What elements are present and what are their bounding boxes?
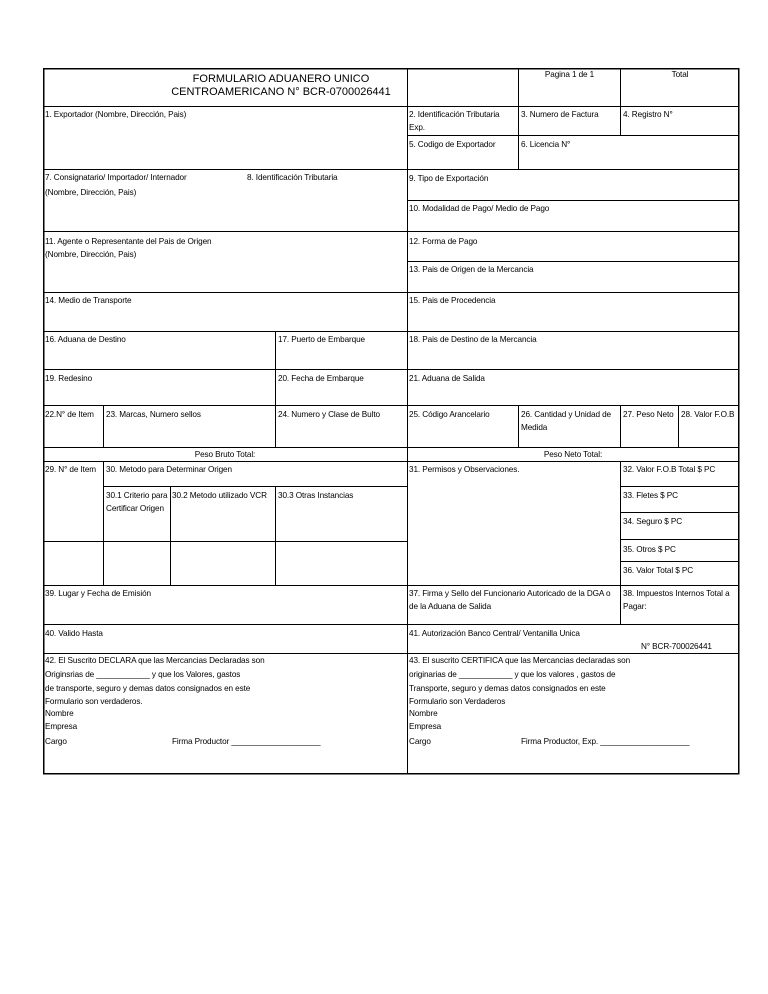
field-firma-funcionario: 37. Firma y Sello del Funcionario Autoricado de la DGA o de la Aduana de Salida (409, 589, 611, 611)
field-autorizacion-banco: 41. Autorización Banco Central/ Ventanilla Unica (409, 629, 580, 638)
field-tipo-exportacion: 9. Tipo de Exportación (409, 174, 489, 183)
field-numero-bulto: 24. Numero y Clase de Bulto (278, 410, 380, 419)
page-number: Pagina 1 de 1 (544, 70, 595, 79)
total-label: Total (671, 70, 689, 79)
certification-line3: Transporte, seguro y demas datos consignados en este (409, 684, 606, 693)
field-numero-item: 22.N° de Item (45, 410, 94, 419)
field-agente-detail: (Nombre, Dirección, Pais) (45, 250, 137, 259)
field-consignatario: 7. Consignatario/ Importador/ Internador (45, 173, 187, 182)
field-aduana-salida: 21. Aduana de Salida (409, 374, 485, 383)
peso-bruto-total: Peso Bruto Total: (194, 450, 256, 459)
field-otras-instancias: 30.3 Otras Instancias (278, 491, 354, 500)
field-registro: 4. Registro N° (623, 110, 673, 119)
field-identificacion-tributaria-exp: 2. Identificación Tributaria Exp. (409, 110, 500, 132)
declaration-line4: Formulario son verdaderos. (45, 697, 143, 706)
peso-neto-total: Peso Neto Total: (543, 450, 603, 459)
field-cantidad-unidad: 26. Cantidad y Unidad de Medida (521, 410, 612, 432)
field-pais-origen: 13. Pais de Origen de la Mercancia (409, 265, 534, 274)
declaration-line1: 42. El Suscrito DECLARA que las Mercancias Declaradas son (45, 656, 265, 665)
field-metodo-origen: 30. Metodo para Determinar Origen (106, 465, 232, 474)
field-fecha-embarque: 20. Fecha de Embarque (278, 374, 364, 383)
field-codigo-exportador: 5. Codigo de Exportador (409, 140, 496, 149)
field-criterio-origen: 30.1 Criterio para Certificar Origen (106, 491, 168, 513)
certification-empresa: Empresa (409, 722, 442, 731)
field-marcas: 23. Marcas, Numero sellos (106, 410, 201, 419)
field-metodo-vcr: 30.2 Metodo utilizado VCR (172, 491, 267, 500)
field-puerto-embarque: 17. Puerto de Embarque (278, 335, 366, 344)
field-otros: 35. Otros $ PC (623, 545, 676, 554)
field-valido-hasta: 40. Valido Hasta (45, 629, 103, 638)
form-title-line1: FORMULARIO ADUANERO UNICO (192, 73, 370, 85)
field-medio-transporte: 14. Medio de Transporte (45, 296, 132, 305)
declaration-empresa: Empresa (45, 722, 78, 731)
certification-line2: originarias de ____________ y que los valores , gastos de (409, 670, 616, 679)
field-licencia: 6. Licencia N° (521, 140, 571, 149)
field-exportador: 1. Exportador (Nombre, Dirección, Pais) (45, 110, 187, 119)
form-number: N° BCR-700026441 (641, 642, 712, 651)
certification-line4: Formulario son Verdaderos (409, 697, 506, 706)
form-title-line2: CENTROAMERICANO N° BCR-0700026441 (171, 86, 391, 98)
field-numero-factura: 3. Numero de Factura (521, 110, 599, 119)
field-forma-pago: 12. Forma de Pago (409, 237, 478, 246)
field-pais-procedencia: 15. Pais de Procedencia (409, 296, 496, 305)
field-codigo-arancelario: 25. Código Arancelario (409, 410, 490, 419)
field-modalidad-pago: 10. Modalidad de Pago/ Medio de Pago (409, 204, 550, 213)
field-fletes: 33. Fletes $ PC (623, 491, 678, 500)
certification-firma: Firma Productor, Exp. ____________________ (521, 737, 690, 746)
field-valor-fob-total: 32. Valor F.O.B Total $ PC (623, 465, 716, 474)
certification-nombre: Nombre (409, 709, 438, 718)
field-numero-item-29: 29. N° de Item (45, 465, 97, 474)
field-redesino: 19. Redesino (45, 374, 93, 383)
field-valor-total: 36. Valor Total $ PC (623, 566, 694, 575)
field-pais-destino: 18. Pais de Destino de la Mercancia (409, 335, 537, 344)
field-agente: 11. Agente o Representante del Pais de Origen (45, 237, 212, 246)
field-seguro: 34. Seguro $ PC (623, 517, 683, 526)
declaration-firma: Firma Productor ____________________ (172, 737, 321, 746)
field-identificacion-tributaria: 8. Identificación Tributaria (247, 173, 338, 182)
certification-line1: 43. El suscrito CERTIFICA que las Mercancias declaradas son (409, 656, 631, 665)
declaration-line2: Originsrias de ____________ y que los Valores, gastos (45, 670, 241, 679)
field-impuestos-internos: 38. Impuestos Internos Total a Pagar: (623, 589, 730, 611)
declaration-line3: de transporte, seguro y demas datos consignados en este (45, 684, 251, 693)
field-valor-fob: 28. Valor F.O.B (681, 410, 735, 419)
field-aduana-destino: 16. Aduana de Destino (45, 335, 126, 344)
declaration-cargo: Cargo (45, 737, 67, 746)
field-lugar-fecha-emision: 39. Lugar y Fecha de Emisión (45, 589, 151, 598)
form-title (44, 73, 518, 99)
declaration-nombre: Nombre (45, 709, 74, 718)
field-consignatario-detail: (Nombre, Dirección, Pais) (45, 188, 137, 197)
field-peso-neto: 27. Peso Neto (623, 410, 674, 419)
certification-cargo: Cargo (409, 737, 431, 746)
field-permisos: 31. Permisos y Observaciones. (409, 465, 520, 474)
